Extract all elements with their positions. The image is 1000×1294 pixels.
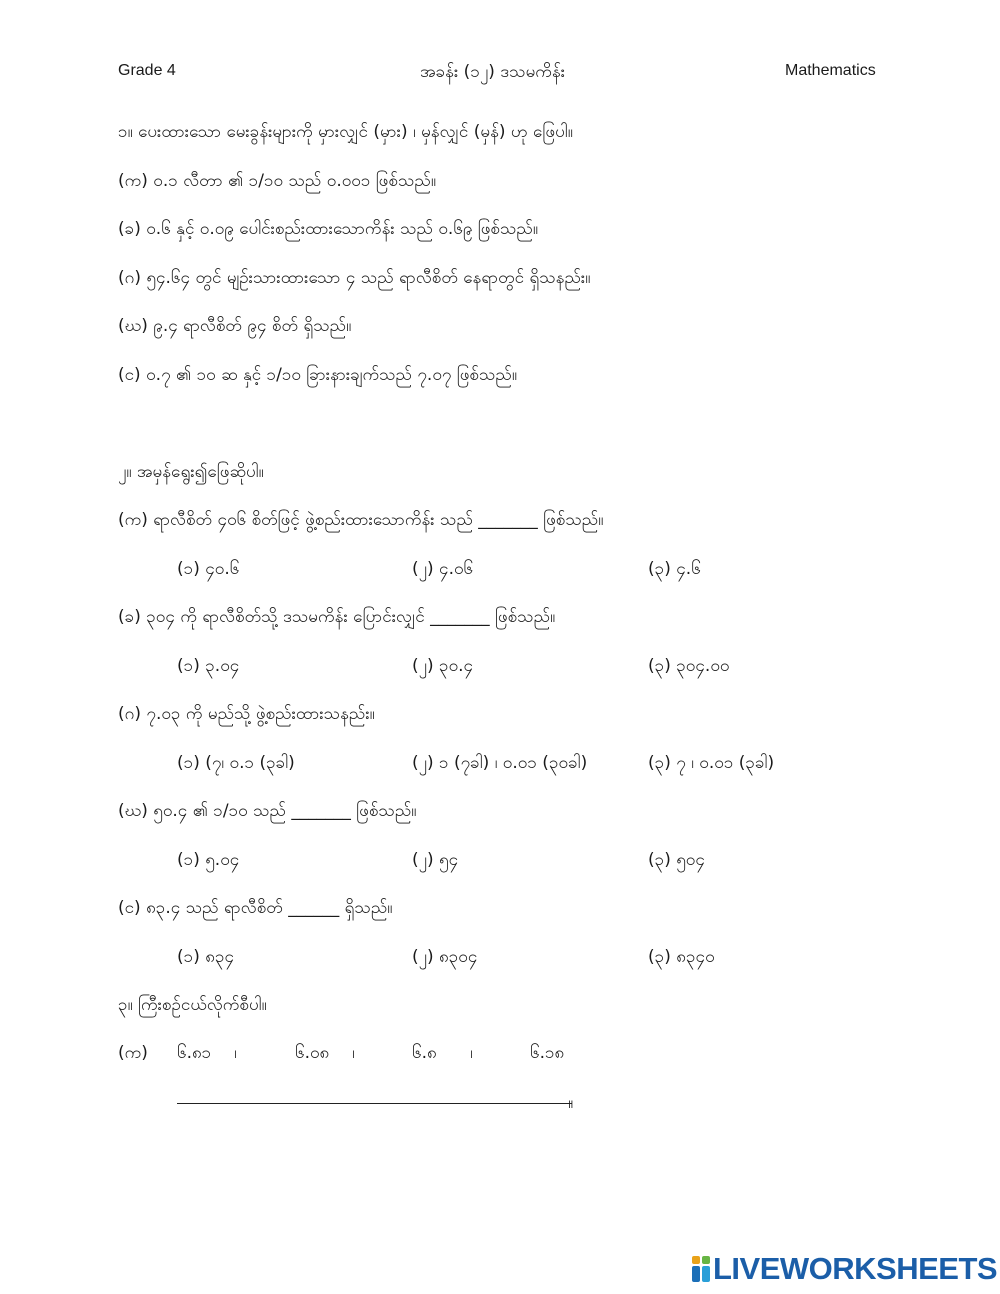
section3-answer-line[interactable] [177, 1103, 572, 1104]
section1-item-ga: (ဂ) ၅၄.၆၄ တွင် မျဉ်းသားထားသော ၄ သည် ရာလီစိတ် နေရာတွင် ရှိသနည်း။ [118, 268, 591, 288]
section3-item-label: (က) [118, 1043, 148, 1063]
section3-number-4: ၆.၁၈ [530, 1043, 565, 1063]
question-gha-option-1[interactable]: (၁) ၅.၀၄ [177, 850, 240, 870]
question-ka-option-1[interactable]: (၁) ၄၀.၆ [177, 559, 240, 579]
section1-item-ka: (က) ၀.၁ လီတာ ၏ ၁/၁၀ သည် ၀.၀၀၁ ဖြစ်သည်။ [118, 171, 436, 191]
liveworksheets-logo-text: LIVEWORKSHEETS [713, 1251, 998, 1286]
question-ga-option-2[interactable]: (၂) ၁ (၇ခါ) ၊ ၀.၀၁ (၃၀ခါ) [412, 753, 588, 773]
section1-item-nga: (င) ၀.၇ ၏ ၁၀ ဆ နှင့် ၁/၁၀ ခြားနားချက်သည် ၇.၀၇ ဖြစ်သည်။ [118, 365, 518, 385]
header-chapter-title: အခန်း (၁၂) ဒသမကိန်း [420, 62, 566, 82]
question-nga-option-2[interactable]: (၂) ၈၃၀၄ [412, 947, 478, 967]
section2-question-kha: (ခ) ၃၀၄ ကို ရာလီစိတ်သို့ ဒသမကိန်း ပြောင်းလျှင် _______ ဖြစ်သည်။ [118, 607, 556, 627]
section3-number-1: ၆.၈၁ [177, 1043, 212, 1063]
section3-instruction: ၃။ ကြီးစဉ်ငယ်လိုက်စီပါ။ [118, 995, 267, 1015]
liveworksheets-logo-icon [692, 1256, 710, 1282]
header-subject: Mathematics [785, 62, 876, 79]
section1-item-gha: (ဃ) ၉.၄ ရာလီစိတ် ၉၄ စိတ် ရှိသည်။ [118, 316, 352, 336]
section2-instruction: ၂။ အမှန်ရွေး၍ဖြေဆိုပါ။ [118, 462, 264, 482]
question-ga-option-3[interactable]: (၃) ၇ ၊ ၀.၀၁ (၃ခါ) [648, 753, 775, 773]
section2-question-ga: (ဂ) ၇.၀၃ ကို မည်သို့ ဖွဲ့စည်းထားသနည်း။ [118, 704, 375, 724]
liveworksheets-logo [692, 1252, 997, 1286]
question-nga-option-3[interactable]: (၃) ၈၃၄၀ [648, 947, 715, 967]
question-kha-option-2[interactable]: (၂) ၃၀.၄ [412, 656, 474, 676]
section3-separator-3: ၊ [470, 1043, 473, 1063]
section3-separator-1: ၊ [234, 1043, 237, 1063]
section2-question-ka: (က) ရာလီစိတ် ၄၀၆ စိတ်ဖြင့် ဖွဲ့စည်းထားသောကိန်း သည် _______ ဖြစ်သည်။ [118, 510, 604, 530]
question-ka-option-2[interactable]: (၂) ၄.၀၆ [412, 559, 474, 579]
question-gha-option-2[interactable]: (၂) ၅၄ [412, 850, 459, 870]
section3-number-2: ၆.၀၈ [295, 1043, 330, 1063]
section1-instruction: ၁။ ပေးထားသော မေးခွန်းများကို မှားလျှင် (မှား) ၊ မှန်လျှင် (မှန်) ဟု ဖြေပါ။ [118, 122, 573, 142]
section2-question-gha: (ဃ) ၅၀.၄ ၏ ၁/၁၀ သည် _______ ဖြစ်သည်။ [118, 801, 417, 821]
question-nga-option-1[interactable]: (၁) ၈၃၄ [177, 947, 235, 967]
section2-question-nga: (င) ၈၃.၄ သည် ရာလီစိတ် ______ ရှိသည်။ [118, 898, 393, 918]
section3-number-3: ၆.၈ [412, 1043, 437, 1063]
question-ka-option-3[interactable]: (၃) ၄.၆ [648, 559, 701, 579]
question-kha-option-3[interactable]: (၃) ၃၀၄.၀၀ [648, 656, 730, 676]
section1-item-kha: (ခ) ၀.၆ နှင့် ၀.၀၉ ပေါင်းစည်းထားသောကိန်း သည် ၀.၆၉ ဖြစ်သည်။ [118, 219, 539, 239]
section3-separator-2: ၊ [352, 1043, 355, 1063]
section3-end-mark: ။ [568, 1093, 574, 1113]
question-kha-option-1[interactable]: (၁) ၃.၀၄ [177, 656, 240, 676]
question-ga-option-1[interactable]: (၁) (၇၊ ၀.၁ (၃ခါ) [177, 753, 295, 773]
header-grade: Grade 4 [118, 62, 176, 79]
question-gha-option-3[interactable]: (၃) ၅၀၄ [648, 850, 705, 870]
